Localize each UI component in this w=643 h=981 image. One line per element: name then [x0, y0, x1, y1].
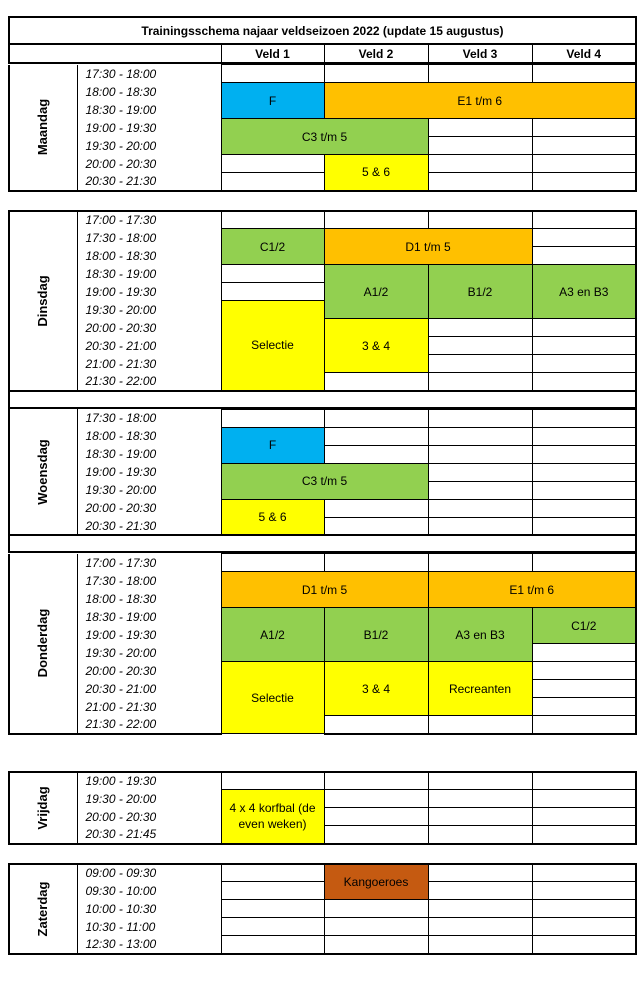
training-block: F: [221, 83, 324, 119]
time-slot: 18:30 - 19:00: [77, 608, 221, 626]
time-slot: 19:00 - 19:30: [77, 463, 221, 481]
training-block: F: [221, 427, 324, 463]
training-block: B1/2: [324, 608, 428, 662]
training-block: 3 & 4: [324, 662, 428, 716]
time-slot: 19:00 - 19:30: [77, 283, 221, 301]
training-block: A3 en B3: [428, 608, 532, 662]
time-slot: 19:30 - 20:00: [77, 137, 221, 155]
time-slot: 20:30 - 21:00: [77, 337, 221, 355]
training-block: 5 & 6: [221, 499, 324, 535]
time-slot: 18:00 - 18:30: [77, 590, 221, 608]
training-block: C3 t/m 5: [221, 463, 428, 499]
training-block: A1/2: [221, 608, 324, 662]
training-block: D1 t/m 5: [324, 229, 532, 265]
time-slot: 17:30 - 18:00: [77, 65, 221, 83]
field-header-2: Veld 2: [324, 44, 428, 63]
time-slot: 17:30 - 18:00: [77, 229, 221, 247]
day-block-vrijdag: [8, 771, 637, 845]
time-slot: 19:30 - 20:00: [77, 644, 221, 662]
time-slot: 20:00 - 20:30: [77, 808, 221, 826]
day-label-dinsdag: Dinsdag: [9, 211, 77, 391]
training-block: Selectie: [221, 662, 324, 734]
time-slot: 21:30 - 22:00: [77, 716, 221, 734]
time-slot: 21:00 - 21:30: [77, 698, 221, 716]
time-slot: 12:30 - 13:00: [77, 936, 221, 954]
time-slot: 17:30 - 18:00: [77, 409, 221, 427]
time-slot: 19:00 - 19:30: [77, 119, 221, 137]
training-block: C1/2: [221, 229, 324, 265]
schedule-table: [8, 16, 637, 64]
time-slot: 18:30 - 19:00: [77, 265, 221, 283]
time-slot: 18:30 - 19:00: [77, 101, 221, 119]
time-slot: 17:00 - 17:30: [77, 211, 221, 229]
day-block-woensdag: [8, 409, 637, 554]
field-header-4: Veld 4: [532, 44, 636, 63]
day-block-dinsdag: [8, 210, 637, 409]
time-slot: 18:30 - 19:00: [77, 445, 221, 463]
training-block: A3 en B3: [532, 265, 636, 319]
time-slot: 20:30 - 21:45: [77, 826, 221, 844]
schedule: [8, 16, 635, 955]
time-slot: 19:30 - 20:00: [77, 301, 221, 319]
training-block: A1/2: [324, 265, 428, 319]
time-slot: 20:00 - 20:30: [77, 499, 221, 517]
time-slot: 20:30 - 21:30: [77, 517, 221, 535]
time-slot: 19:30 - 20:00: [77, 790, 221, 808]
time-slot: 17:00 - 17:30: [77, 554, 221, 572]
training-block: D1 t/m 5: [221, 572, 428, 608]
page-title: Trainingsschema najaar veldseizoen 2022 (update 15 augustus): [9, 17, 636, 44]
day-label-maandag: Maandag: [9, 65, 77, 191]
time-slot: 19:30 - 20:00: [77, 481, 221, 499]
time-slot: 18:00 - 18:30: [77, 427, 221, 445]
day-block-maandag: [8, 64, 637, 192]
time-slot: 21:00 - 21:30: [77, 355, 221, 373]
day-block-zaterdag: [8, 863, 637, 955]
training-block: Kangoeroes: [324, 864, 428, 900]
training-block: 5 & 6: [324, 155, 428, 191]
time-slot: 09:00 - 09:30: [77, 864, 221, 882]
training-block: Recreanten: [428, 662, 532, 716]
training-block: C3 t/m 5: [221, 119, 428, 155]
time-slot: 20:00 - 20:30: [77, 155, 221, 173]
day-block-donderdag: [8, 553, 637, 735]
time-slot: 20:00 - 20:30: [77, 662, 221, 680]
training-block: E1 t/m 6: [428, 572, 636, 608]
time-slot: 20:00 - 20:30: [77, 319, 221, 337]
day-label-woensdag: Woensdag: [9, 409, 77, 535]
time-slot: 10:30 - 11:00: [77, 918, 221, 936]
time-slot: 18:00 - 18:30: [77, 247, 221, 265]
time-slot: 19:00 - 19:30: [77, 626, 221, 644]
field-header-1: Veld 1: [221, 44, 324, 63]
time-slot: 10:00 - 10:30: [77, 900, 221, 918]
field-header-3: Veld 3: [428, 44, 532, 63]
time-slot: 21:30 - 22:00: [77, 373, 221, 391]
time-slot: 20:30 - 21:30: [77, 173, 221, 191]
training-block: Selectie: [221, 301, 324, 391]
day-label-zaterdag: Zaterdag: [9, 864, 77, 954]
day-label-donderdag: Donderdag: [9, 554, 77, 734]
time-slot: 17:30 - 18:00: [77, 572, 221, 590]
day-label-vrijdag: Vrijdag: [9, 772, 77, 844]
training-block: E1 t/m 6: [324, 83, 636, 119]
time-slot: 20:30 - 21:00: [77, 680, 221, 698]
training-block: B1/2: [428, 265, 532, 319]
training-block: 3 & 4: [324, 319, 428, 373]
training-block: 4 x 4 korfbal (de even weken): [221, 790, 324, 844]
time-slot: 09:30 - 10:00: [77, 882, 221, 900]
time-slot: 18:00 - 18:30: [77, 83, 221, 101]
time-slot: 19:00 - 19:30: [77, 772, 221, 790]
training-block: C1/2: [532, 608, 636, 644]
